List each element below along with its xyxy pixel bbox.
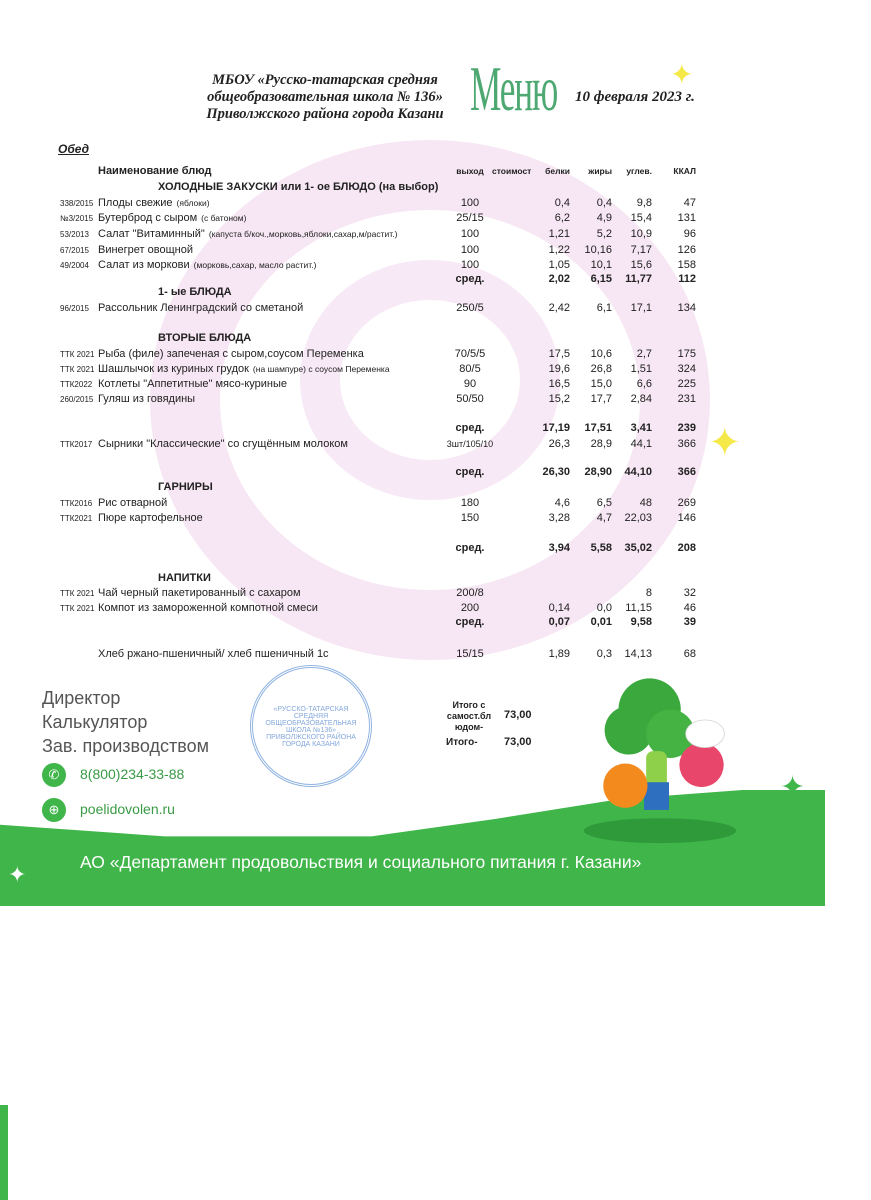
edge-strip <box>0 1105 8 1200</box>
protein-value: 1,89 <box>548 648 570 660</box>
table-row <box>0 377 871 392</box>
section-header <box>0 180 871 195</box>
carbs-value: 15,6 <box>630 259 652 271</box>
protein-value: 15,2 <box>548 393 570 405</box>
globe-icon: ⊕ <box>42 798 66 822</box>
protein-value: 19,6 <box>548 363 570 375</box>
section-title: ГАРНИРЫ <box>158 481 213 493</box>
average-row <box>0 421 871 436</box>
menu-date: 10 февраля 2023 г. <box>575 89 695 105</box>
section-title: ВТОРЫЕ БЛЮДА <box>158 332 252 344</box>
kcal-value: 68 <box>683 648 696 660</box>
school-line: МБОУ «Русско-татарская средняя <box>212 72 438 88</box>
dish-name: Рассольник Ленинградский со сметаной <box>98 302 304 314</box>
total-value-1: 73,00 <box>504 709 532 721</box>
fat-value: 0,01 <box>590 616 612 628</box>
fat-value: 26,8 <box>590 363 612 375</box>
dish-name: Сырники "Классические" со сгущённым молоком <box>98 438 348 450</box>
meal-title: Обед <box>58 142 90 156</box>
dish-output: 200/8 <box>456 587 484 599</box>
dish-output: сред. <box>455 422 485 434</box>
dish-output: сред. <box>455 273 485 285</box>
carbs-value: 9,58 <box>630 616 652 628</box>
kcal-value: 126 <box>677 244 696 256</box>
school-name <box>190 72 460 123</box>
dish-name: Чай черный пакетированный с сахаром <box>98 587 301 599</box>
carbs-value: 35,02 <box>624 542 652 554</box>
dish-code: ТТК2016 <box>60 499 93 508</box>
dish-code: 49/2004 <box>60 261 89 270</box>
phone-number[interactable]: 8(800)234-33-88 <box>80 766 185 782</box>
dish-output: сред. <box>455 466 485 478</box>
fat-value: 17,51 <box>584 422 612 434</box>
carbs-value: 48 <box>639 497 652 509</box>
dish-output: сред. <box>455 616 485 628</box>
calculator-label: Калькулятор <box>42 712 148 732</box>
col-name: Наименование блюд <box>98 165 212 177</box>
menu-logo: Меню <box>470 53 558 124</box>
star-decoration-icon: ✦ <box>708 421 742 465</box>
protein-value: 1,22 <box>548 244 570 256</box>
dish-output: 180 <box>460 497 480 509</box>
table-row <box>0 362 871 377</box>
carbs-value: 7,17 <box>630 244 652 256</box>
dish-name: Котлеты "Аппетитные" мясо-куриные <box>98 378 288 390</box>
dish-code: ТТК2022 <box>60 380 93 389</box>
kcal-value: 32 <box>683 587 696 599</box>
total-label-2: Итого- <box>446 737 478 748</box>
table-row <box>0 243 871 258</box>
carbs-value: 22,03 <box>624 512 652 524</box>
dish-code: 96/2015 <box>60 304 89 313</box>
director-label: Директор <box>42 688 121 708</box>
table-row <box>0 347 871 362</box>
kcal-value: 239 <box>677 422 696 434</box>
kcal-value: 112 <box>678 273 696 285</box>
fat-value: 6,1 <box>596 302 612 314</box>
section-header <box>0 571 871 586</box>
dish-output: 50/50 <box>456 393 484 405</box>
kcal-value: 208 <box>677 542 696 554</box>
fat-value: 17,7 <box>590 393 612 405</box>
total-label-1: Итого с самост.бл юдом- <box>446 700 492 732</box>
dish-name: Шашлычок из куриных грудок (на шампуре) с соусом Переменка <box>98 363 390 375</box>
protein-value: 16,5 <box>548 378 570 390</box>
carbs-value: 44,1 <box>630 438 652 450</box>
protein-value: 0,07 <box>548 616 570 628</box>
table-row <box>0 392 871 407</box>
fat-value: 0,4 <box>596 197 612 209</box>
dish-note: (с батоном) <box>201 213 247 223</box>
protein-value: 2,02 <box>548 273 570 285</box>
dish-code: ТТК 2021 <box>60 365 95 374</box>
protein-value: 17,19 <box>542 422 570 434</box>
dish-code: 67/2015 <box>60 246 89 255</box>
dish-output: 100 <box>460 259 480 271</box>
section-title: 1- ые БЛЮДА <box>158 286 232 298</box>
production-label: Зав. производством <box>42 736 209 756</box>
kcal-value: 158 <box>677 259 696 271</box>
dish-code: №3/2015 <box>60 214 94 223</box>
kcal-value: 324 <box>677 363 696 375</box>
dish-code: 338/2015 <box>60 199 94 208</box>
dish-code: ТТК 2021 <box>60 589 95 598</box>
carbs-value: 15,4 <box>630 212 652 224</box>
kcal-value: 225 <box>677 378 696 390</box>
carbs-value: 2,7 <box>636 348 652 360</box>
dish-note: (на шампуре) с соусом Переменка <box>252 364 390 374</box>
dish-code: ТТК 2021 <box>60 604 95 613</box>
kcal-value: 96 <box>683 228 696 240</box>
carbs-value: 8 <box>645 587 652 599</box>
dish-name: Бутерброд с сыром (с батоном) <box>98 212 247 224</box>
fat-value: 10,6 <box>590 348 612 360</box>
fat-value: 0,0 <box>596 602 612 614</box>
fat-value: 10,1 <box>590 259 612 271</box>
carbs-value: 2,84 <box>630 393 652 405</box>
dish-output: 90 <box>463 378 477 390</box>
dish-output: 100 <box>460 244 480 256</box>
dish-output: 25/15 <box>456 212 484 224</box>
protein-value: 3,28 <box>548 512 570 524</box>
carbs-value: 1,51 <box>630 363 652 375</box>
school-stamp: «РУССКО-ТАТАРСКАЯ СРЕДНЯЯ ОБЩЕОБРАЗОВАТЕЛЬНАЯ ШКОЛА №136» ПРИВОЛЖСКОГО РАЙОНА ГОРОДА КАЗАНИ <box>250 665 372 787</box>
dish-code: ТТК2021 <box>60 514 93 523</box>
protein-value: 17,5 <box>548 348 570 360</box>
protein-value: 26,30 <box>542 466 570 478</box>
kcal-value: 146 <box>677 512 696 524</box>
fat-value: 4,7 <box>596 512 612 524</box>
dish-output: 250/5 <box>456 302 484 314</box>
col-protein: белки <box>545 166 570 176</box>
school-line: Приволжского района города Казани <box>206 106 444 122</box>
table-row <box>0 601 871 616</box>
kcal-value: 231 <box>677 393 696 405</box>
table-row <box>0 647 871 662</box>
dish-name: Компот из замороженной компотной смеси <box>98 602 318 614</box>
table-row <box>0 496 871 511</box>
kcal-value: 366 <box>677 438 696 450</box>
fat-value: 28,9 <box>590 438 612 450</box>
dish-name: Винегрет овощной <box>98 244 193 256</box>
table-row <box>0 586 871 601</box>
sparkle-icon: ✦ <box>780 771 806 804</box>
fat-value: 4,9 <box>596 212 612 224</box>
dish-output: 80/5 <box>459 363 481 375</box>
col-cost: стоимост <box>492 166 532 176</box>
dish-code: ТТК2017 <box>60 440 93 449</box>
kcal-value: 39 <box>683 616 696 628</box>
dish-note: (морковь,сахар, масло растит.) <box>193 260 317 270</box>
kcal-value: 269 <box>677 497 696 509</box>
col-fat: жиры <box>588 166 612 176</box>
dish-name: Рис отварной <box>98 497 168 509</box>
protein-value: 1,21 <box>548 228 570 240</box>
table-row <box>0 258 871 273</box>
carbs-value: 3,41 <box>630 422 652 434</box>
table-row <box>0 301 871 316</box>
protein-value: 0,4 <box>554 197 570 209</box>
dish-name: Салат "Витаминный" (капуста б/коч.,морковь,яблоки,сахар,м/растит.) <box>98 228 398 240</box>
star-decoration-icon: ✦ <box>670 59 694 90</box>
dish-code: 53/2013 <box>60 230 89 239</box>
dish-note: (яблоки) <box>176 198 210 208</box>
protein-value: 26,3 <box>548 438 570 450</box>
fat-value: 5,2 <box>596 228 612 240</box>
fat-value: 28,90 <box>584 466 612 478</box>
fat-value: 0,3 <box>596 648 612 660</box>
protein-value: 6,2 <box>554 212 570 224</box>
phone-icon: ✆ <box>42 763 66 787</box>
carbs-value: 9,8 <box>636 197 652 209</box>
carbs-value: 10,9 <box>630 228 652 240</box>
dish-output: 3шт/105/10 <box>446 439 494 449</box>
section-header <box>0 480 871 495</box>
protein-value: 3,94 <box>548 542 570 554</box>
protein-value: 2,42 <box>548 302 570 314</box>
table-row <box>0 437 871 452</box>
fat-value: 6,5 <box>596 497 612 509</box>
table-row <box>0 211 871 226</box>
website-link[interactable]: poelidovolen.ru <box>80 801 175 817</box>
dish-output: сред. <box>455 542 485 554</box>
section-header <box>0 285 871 300</box>
dish-note: (капуста б/коч.,морковь,яблоки,сахар,м/растит.) <box>208 229 398 239</box>
protein-value: 1,05 <box>548 259 570 271</box>
carbs-value: 17,1 <box>630 302 652 314</box>
dish-name: Салат из моркови (морковь,сахар, масло растит.) <box>98 259 317 271</box>
dish-name: Рыба (филе) запеченая с сыром,соусом Переменка <box>98 348 364 360</box>
dish-name: Пюре картофельное <box>98 512 203 524</box>
dish-output: 70/5/5 <box>454 348 486 360</box>
carbs-value: 14,13 <box>624 648 652 660</box>
table-header <box>0 164 871 179</box>
fat-value: 5,58 <box>590 542 612 554</box>
average-row <box>0 615 871 630</box>
kcal-value: 134 <box>677 302 696 314</box>
fat-value: 6,15 <box>590 273 612 285</box>
dish-output: 200 <box>460 602 480 614</box>
dish-name: Хлеб ржано-пшеничный/ хлеб пшеничный 1с <box>98 648 329 660</box>
vegetables-illustration <box>560 668 760 848</box>
dish-output: 100 <box>460 228 480 240</box>
carbs-value: 11,77 <box>625 273 652 285</box>
kcal-value: 175 <box>677 348 696 360</box>
carbs-value: 6,6 <box>636 378 652 390</box>
protein-value: 4,6 <box>554 497 570 509</box>
average-row <box>0 541 871 556</box>
col-out: выход <box>456 166 484 176</box>
dish-name: Плоды свежие (яблоки) <box>98 197 210 209</box>
kcal-value: 366 <box>677 466 696 478</box>
table-row <box>0 227 871 242</box>
fat-value: 15,0 <box>590 378 612 390</box>
department-name: АО «Департамент продовольствия и социального питания г. Казани» <box>80 852 642 872</box>
total-value-2: 73,00 <box>504 736 532 748</box>
average-row <box>0 465 871 480</box>
dish-output: 100 <box>460 197 480 209</box>
dish-output: 15/15 <box>456 648 484 660</box>
kcal-value: 47 <box>683 197 696 209</box>
table-row <box>0 196 871 211</box>
dish-name: Гуляш из говядины <box>98 393 196 405</box>
section-header <box>0 331 871 346</box>
col-kcal: ККАЛ <box>673 166 696 176</box>
fat-value: 10,16 <box>584 244 612 256</box>
dish-code: 260/2015 <box>60 395 94 404</box>
sparkle-icon: ✦ <box>8 862 27 887</box>
col-carbs: углев. <box>626 166 652 176</box>
carbs-value: 11,15 <box>625 602 652 614</box>
table-row <box>0 511 871 526</box>
protein-value: 0,14 <box>548 602 570 614</box>
dish-code: ТТК 2021 <box>60 350 95 359</box>
section-title: ХОЛОДНЫЕ ЗАКУСКИ или 1- ое БЛЮДО (на выбор) <box>158 181 439 193</box>
kcal-value: 46 <box>683 602 696 614</box>
section-title: НАПИТКИ <box>158 572 211 584</box>
kcal-value: 131 <box>677 212 696 224</box>
carbs-value: 44,10 <box>624 466 652 478</box>
dish-output: 150 <box>460 512 480 524</box>
school-line: общеобразовательная школа № 136» <box>207 89 443 105</box>
